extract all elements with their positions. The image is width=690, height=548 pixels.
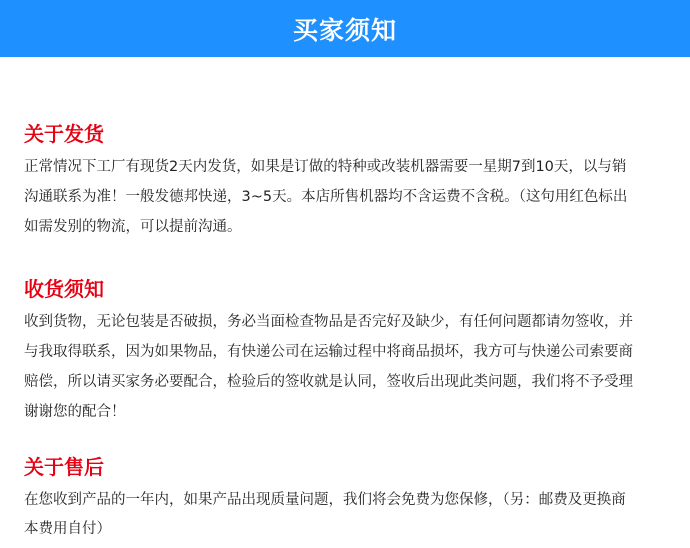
section-title-after-sales: 关于售后 xyxy=(24,455,104,479)
page-title: 买家须知 xyxy=(292,15,397,45)
shipping-text-line-1: 正常情况下工厂有现货2天内发货，如果是订做的特种或改装机器需要一星期7到10天，以与销 xyxy=(24,159,627,175)
receiving-text-line-3: 赔偿，所以请买家务必要配合，检验后的签收就是认同，签收后出现此类问题，我们将不予受理 xyxy=(24,374,633,390)
after-sales-text-line-1: 在您收到产品的一年内，如果产品出现质量问题，我们将会免费为您保修，（另：邮费及更换商 xyxy=(24,492,626,508)
receiving-text-line-1: 收到货物，无论包装是否破损，务必当面检查物品是否完好及缺少，有任何问题都请勿签收，并 xyxy=(24,314,633,330)
receiving-text-line-2: 与我取得联系，因为如果物品，有快递公司在运输过程中将商品损坏，我方可与快递公司索要商 xyxy=(24,344,633,360)
receiving-text-line-4: 谢谢您的配合！ xyxy=(24,404,126,420)
page-header xyxy=(0,0,690,57)
section-title-shipping: 关于发货 xyxy=(24,122,104,146)
shipping-text-line-2: 沟通联系为准！一般发德邦快递，3~5天。本店所售机器均不含运费不含税。（这句用红色标出 xyxy=(24,189,628,205)
shipping-text-line-3: 如需发别的物流，可以提前沟通。 xyxy=(24,219,242,235)
section-title-receiving: 收货须知 xyxy=(24,277,104,301)
after-sales-text-line-2: 本费用自付） xyxy=(24,521,111,537)
